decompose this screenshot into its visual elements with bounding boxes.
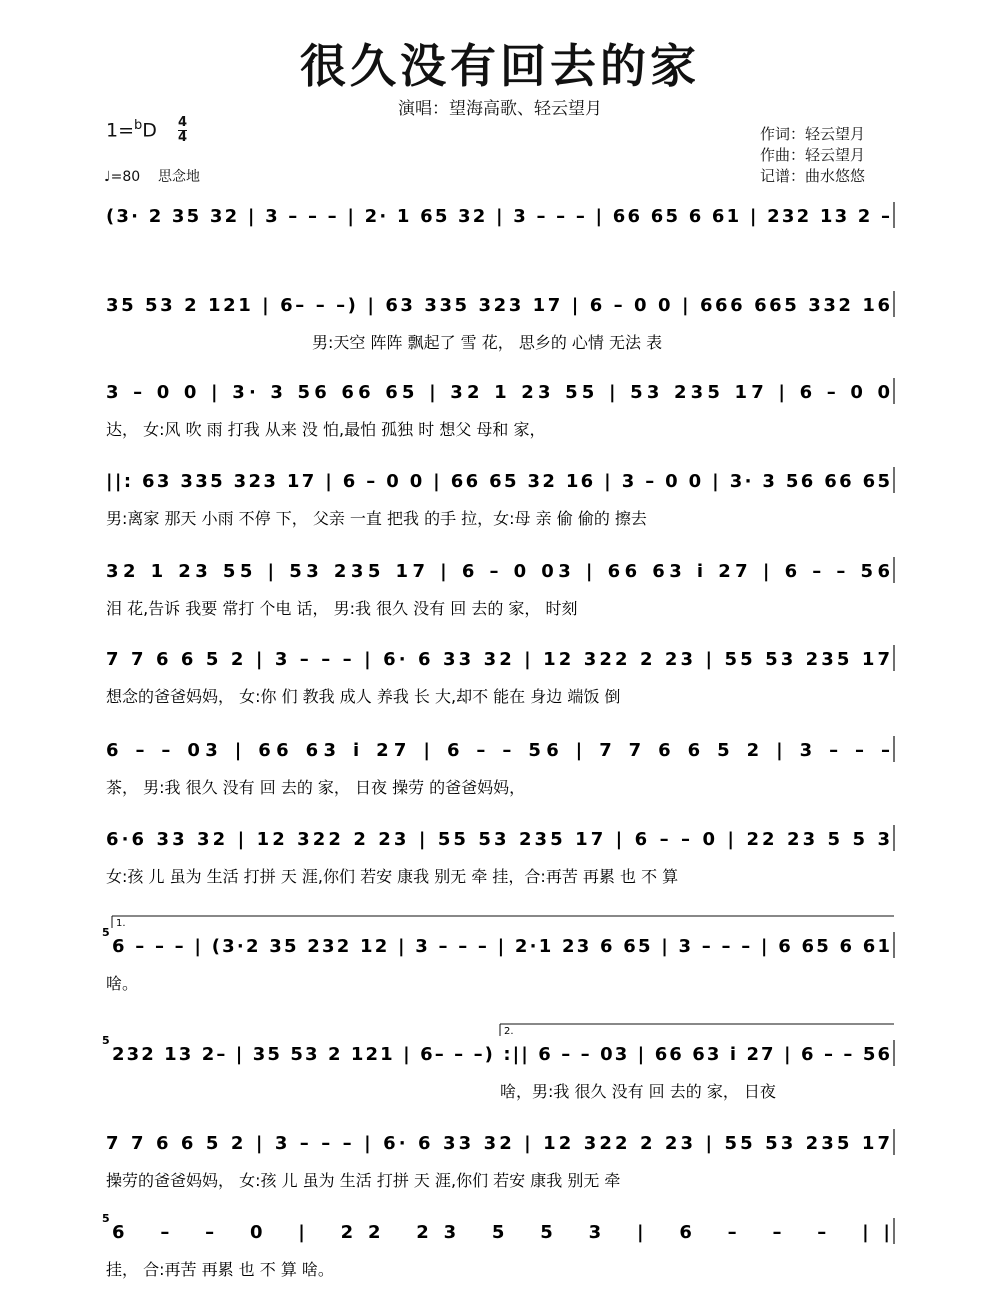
lyric-line: 啥。 bbox=[106, 974, 139, 993]
singer-credit: 演唱：望海高歌、轻云望月 bbox=[398, 99, 602, 119]
time-bottom: 4 bbox=[178, 130, 188, 145]
notation-line: 6 – – – | (3·2 35 232 12 | 3 – – – | 2·1 23 6 65 | 3 – – – | 6 65 6 61 bbox=[112, 936, 890, 957]
volta-number: 1. bbox=[116, 918, 126, 929]
notation-line: 6 – – 03 | 66 63 i 27 | 6 – – 56 | 7 7 6 6 5 2 | 3 – – – bbox=[106, 740, 891, 761]
lyric-line: 操劳的爸爸妈妈， 女:孩 儿 虽为 生活 打拼 天 涯,你们 若安 康我 别无 牵 bbox=[106, 1171, 621, 1190]
lyric-line: 泪 花,告诉 我要 常打 个电 话， 男:我 很久 没有 回 去的 家， 时刻 bbox=[106, 599, 578, 618]
key-label: 1= bbox=[106, 119, 135, 142]
notation-line: 3 – 0 0 | 3· 3 56 66 65 | 32 1 23 55 | 53 235 17 | 6 – 0 0 bbox=[106, 382, 891, 403]
composer-credit: 作曲：轻云望月 bbox=[760, 146, 866, 164]
lyric-line: 男:离家 那天 小雨 不停 下， 父亲 一直 把我 的手 拉，女:母 亲 偷 偷的 擦去 bbox=[106, 509, 647, 528]
notation-line: 6 – – 0 | 22 23 5 5 3 | 6 – – – || bbox=[112, 1222, 890, 1243]
lyric-line: 啥，男:我 很久 没有 回 去的 家， 日夜 bbox=[500, 1082, 776, 1101]
grace-note: 5 bbox=[102, 1034, 110, 1047]
time-top: 4 bbox=[178, 115, 188, 130]
notation-line: ||: 63 335 323 17 | 6 – 0 0 | 66 65 32 16 | 3 – 0 0 | 3· 3 56 66 65 bbox=[106, 471, 891, 492]
notation-line: (3· 2 35 32 | 3 – – – | 2· 1 65 32 | 3 – – – | 66 65 6 61 | 232 13 2 – bbox=[106, 206, 890, 227]
grace-note: 5 bbox=[102, 926, 110, 939]
grace-note: 5 bbox=[102, 1212, 110, 1225]
lyric-line: 想念的爸爸妈妈， 女:你 们 教我 成人 养我 长 大,却不 能在 身边 端饭 倒 bbox=[106, 687, 621, 706]
notation-line: 232 13 2– | 35 53 2 121 | 6– – –) :|| 6 – – 03 | 66 63 i 27 | 6 – – 56 bbox=[112, 1044, 891, 1065]
transcriber-credit: 记谱：曲水悠悠 bbox=[760, 167, 866, 185]
notation-line: 6·6 33 32 | 12 322 2 23 | 55 53 235 17 | 6 – – 0 | 22 23 5 5 3 bbox=[106, 829, 890, 850]
lyric-line: 女:孩 儿 虽为 生活 打拼 天 涯,你们 若安 康我 别无 牵 挂，合:再苦 再累 也 不 算 bbox=[106, 867, 679, 886]
tempo-value: ♩=80 bbox=[104, 169, 141, 185]
notation-line: 7 7 6 6 5 2 | 3 – – – | 6· 6 33 32 | 12 322 2 23 | 55 53 235 17 bbox=[106, 649, 890, 670]
lyricist-credit: 作词：轻云望月 bbox=[760, 125, 866, 143]
lyric-line: 茶， 男:我 很久 没有 回 去的 家， 日夜 操劳 的爸爸妈妈， bbox=[106, 778, 526, 797]
volta-number: 2. bbox=[504, 1026, 514, 1037]
notation-line: 32 1 23 55 | 53 235 17 | 6 – 0 03 | 66 63 i 27 | 6 – – 56 bbox=[106, 561, 891, 582]
song-title: 很久没有回去的家 bbox=[300, 39, 700, 93]
notation-line: 35 53 2 121 | 6– – –) | 63 335 323 17 | 6 – 0 0 | 666 665 332 16 bbox=[106, 295, 891, 316]
lyric-line: 男:天空 阵阵 飘起了 雪 花， 思乡的 心情 无法 表 bbox=[312, 333, 663, 352]
expression-marking: 思念地 bbox=[157, 169, 200, 185]
lyric-line: 挂， 合:再苦 再累 也 不 算 啥。 bbox=[106, 1260, 334, 1279]
key-note: D bbox=[142, 119, 157, 142]
lyric-line: 达， 女:风 吹 雨 打我 从来 没 怕,最怕 孤独 时 想父 母和 家， bbox=[106, 420, 546, 439]
notation-line: 7 7 6 6 5 2 | 3 – – – | 6· 6 33 32 | 12 322 2 23 | 55 53 235 17 bbox=[106, 1133, 890, 1154]
key-flat: b bbox=[134, 118, 143, 133]
